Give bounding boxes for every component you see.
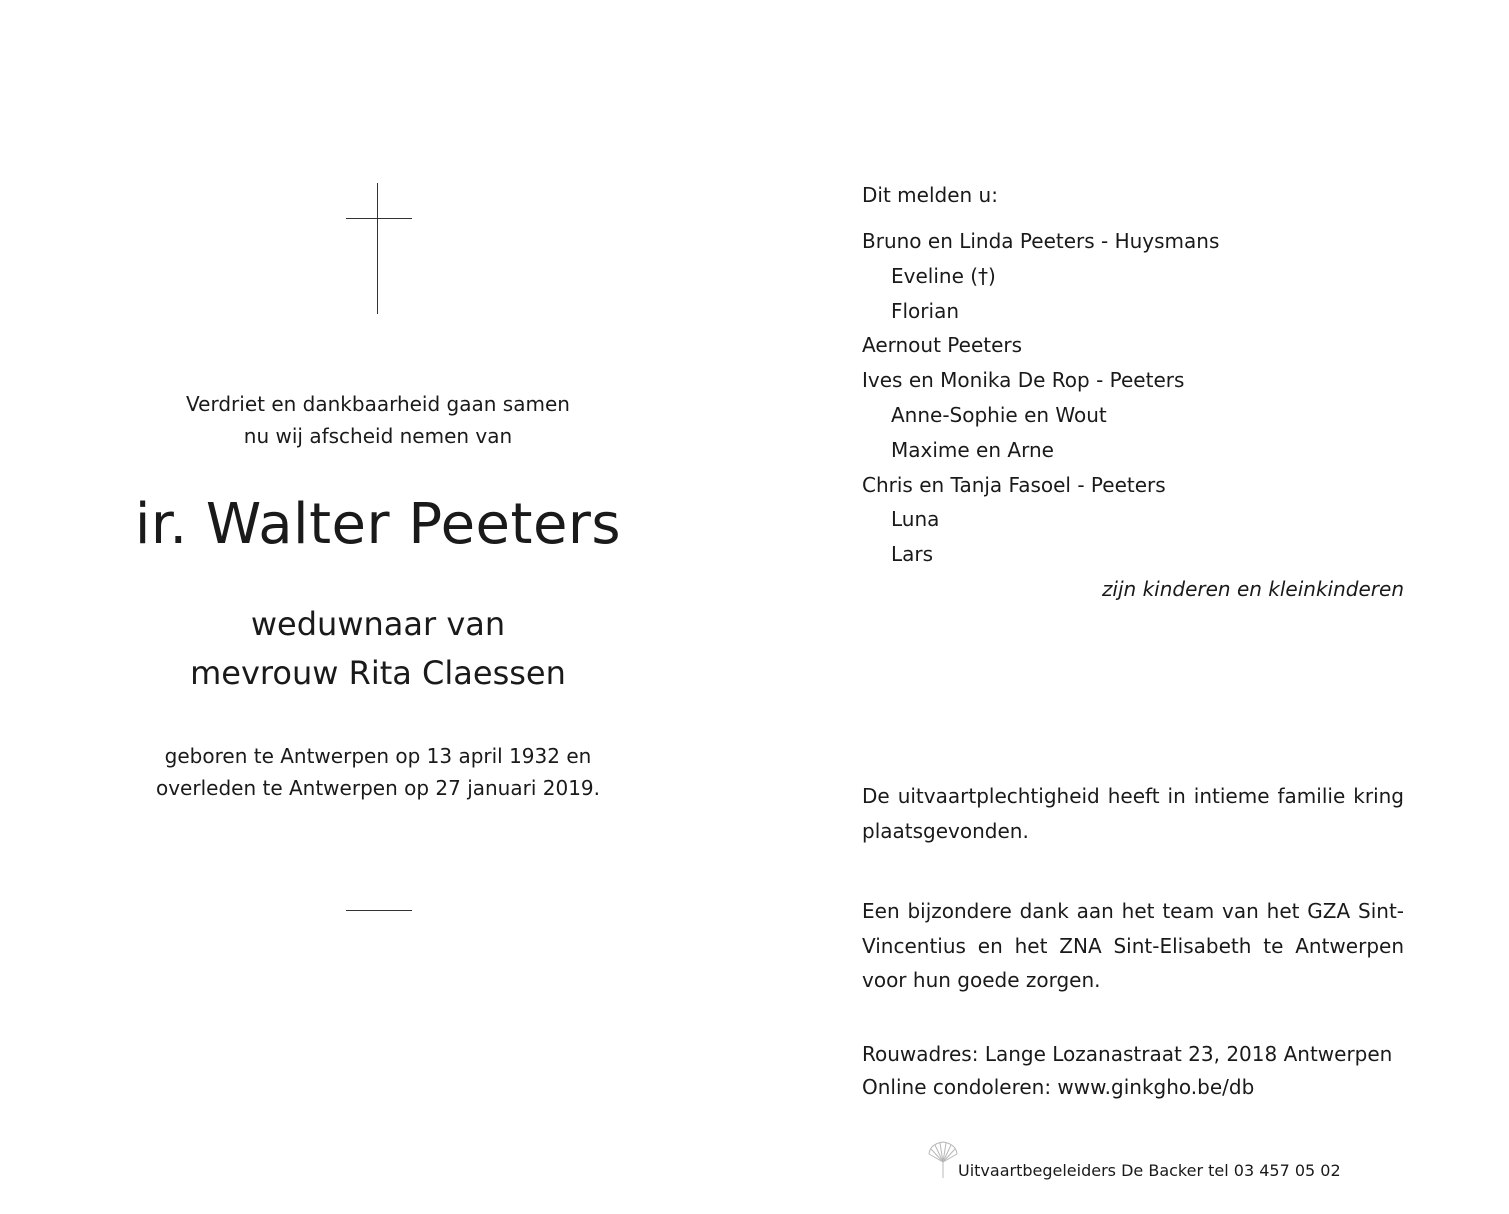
intro-text (80, 388, 676, 452)
widower-line-2: mevrouw Rita Claessen (190, 654, 566, 692)
contact-info (862, 1038, 1404, 1104)
funeral-notice: De uitvaartplechtigheid heeft in intieme familie kring plaatsgevonden. (862, 784, 1404, 843)
widower-text (80, 600, 676, 698)
deceased-name: ir. Walter Peeters (134, 492, 622, 557)
grandchild: Eveline (†) (891, 263, 996, 288)
grandchild: Anne-Sophie en Wout (891, 402, 1107, 427)
grandchild: Lars (891, 542, 934, 567)
family-signature: zijn kinderen en kleinkinderen (1101, 577, 1404, 601)
online-condolence: Online condoleren: www.ginkgho.be/db (862, 1075, 1255, 1099)
family-member: Chris en Tanja Fasoel - Peeters (862, 472, 1166, 497)
ginkgo-leaf-icon (926, 1140, 960, 1180)
intro-line-1: Verdriet en dankbaarheid gaan samen (186, 392, 570, 416)
family-member: Ives en Monika De Rop - Peeters (862, 368, 1185, 393)
grandchild: Maxime en Arne (891, 437, 1054, 462)
birth-line: geboren te Antwerpen op 13 april 1932 en (164, 744, 592, 768)
thanks-notice: Een bijzondere dank aan het team van het GZA Sint-Vincentius en het ZNA Sint-Elisabeth te Antwerpen voor hun goede zorgen. (862, 899, 1404, 992)
death-line: overleden te Antwerpen op 27 januari 2019. (155, 776, 601, 800)
family-member: Bruno en Linda Peeters - Huysmans (862, 229, 1220, 253)
life-dates (80, 740, 676, 804)
divider-line (346, 910, 412, 911)
cross-icon-horizontal (346, 218, 412, 219)
mourning-address: Rouwadres: Lange Lozanastraat 23, 2018 Antwerpen (862, 1042, 1393, 1066)
family-member: Aernout Peeters (862, 333, 1023, 358)
announce-heading: Dit melden u: (862, 183, 998, 207)
widower-line-1: weduwnaar van (250, 605, 506, 643)
grandchild: Luna (891, 507, 940, 532)
funeral-director-footer: Uitvaartbegeleiders De Backer tel 03 457 05 02 (958, 1161, 1341, 1180)
family-list (862, 224, 1404, 572)
intro-line-2: nu wij afscheid nemen van (243, 424, 513, 448)
grandchild: Florian (891, 298, 960, 323)
cross-icon-vertical (377, 183, 378, 314)
